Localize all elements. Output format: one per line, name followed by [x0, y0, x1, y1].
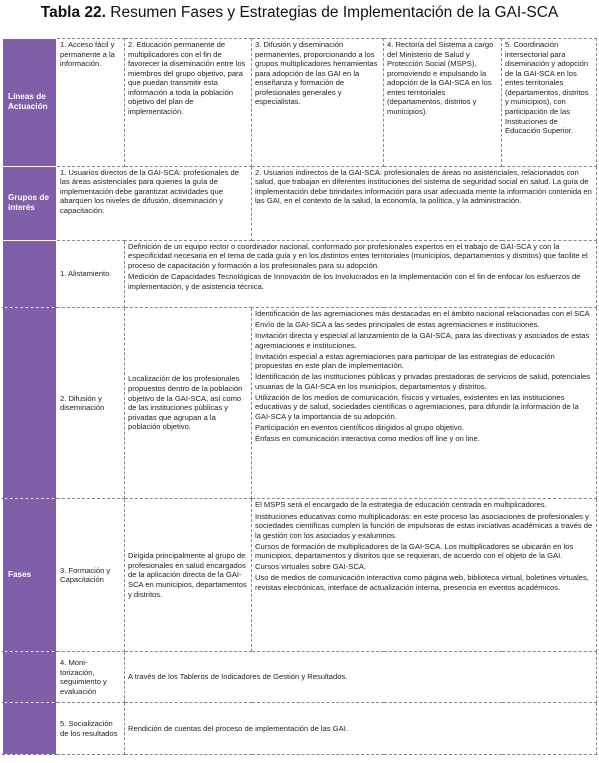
socializacion-content: Rendición de cuentas del proceso de implementación de las GAI. [125, 703, 597, 755]
table-number: Tabla 22. [40, 4, 106, 21]
monitoreo-content: A través de los Tableros de Indicadores de Gestión y Resultados. [125, 651, 597, 703]
table-title [0, 4, 599, 22]
list-item: Participación en eventos científicos dirigidos al grupo objetivo. [255, 423, 464, 433]
table-row-lineas [3, 39, 597, 167]
grupo-2-cell: 2. Usuarios indirectos de la GAI-SCA: profesionales de áreas no asistenciales, relacionados con salud, que trabajan en diferentes instituciones del sistema de seguridad social en salud. La guía de implementación debe brindarles información para usar adecuada mente la información contenida en las GAI, en el contexto de la salud, la economía, la política, y la administración. [252, 166, 597, 240]
phase-label-monitoreo: 4. Moni-torización, seguimiento y evaluación [57, 651, 125, 703]
table-row-socializacion [3, 703, 597, 755]
table-row-monitoreo [3, 651, 597, 703]
row-header-fases-bottom [3, 703, 57, 755]
phase-label-difusion: 2. Difusión y diseminación [57, 307, 125, 499]
table-row-grupos [3, 166, 597, 240]
linea-1-cell: 1. Acceso fácil y permanente a la información. [57, 39, 125, 167]
list-item: Identificación de las agremiaciones más destacadas en el ámbito nacional relacionadas con el SCA [255, 308, 590, 318]
list-item: Cursos de formación de multiplicadores de la GAI-SCA. Los multiplicadores se ubicarán en los municipios, departamentos y distritos que se requieran, de acuerdo con el objeto de la GAI. [255, 541, 574, 561]
list-item: El MSPS será el encargado de la estrategia de educación centrada en multiplicadores. [255, 500, 547, 510]
grupo-1-cell: 1. Usuarios directos de la GAI-SCA: profesionales de las áreas asistenciales para quienes la guía de implementación debe garantizar actividades que abarquen los niveles de difusión, diseminación y capacitación. [57, 166, 252, 240]
alistamiento-paragraph: Medición de Capacidades Tecnológicas de Innovación de los Involucrados en la Implementación con el fin de enfocar los esfuerzos de implementación, y de asistencia técnica. [128, 272, 581, 291]
row-header-lineas: Líneas de Actuación [3, 39, 57, 167]
table-row-alistamiento [3, 240, 597, 307]
phase-label-formacion: 3. Formación y Capacitación [57, 499, 125, 651]
row-header-fases-lower [3, 651, 57, 703]
formacion-actions [252, 499, 597, 651]
table-row-difusion [3, 307, 597, 499]
list-item: Cursos virtuales sobre GAI-SCA. [255, 562, 366, 572]
linea-3-cell: 3. Difusión y diseminación permanentes, proporcionando a los grupos multiplicadores herramientas para adopción de las GAI en la enseñanza y formación de profesionales generales y especialistas. [252, 39, 384, 167]
list-item: Énfasis en comunicación interactiva como medios off line y on line. [255, 434, 480, 444]
list-item: Envío de la GAI-SCA a las sedes principales de estas agremiaciones e instituciones. [255, 319, 540, 329]
list-item: Uso de medios de comunicación interactiva como página web, biblioteca virtual, boletines virtuales, revistas electrónicas, interface de actualización interna, presencia en eventos académicos. [255, 573, 589, 592]
phase-label-alistamiento: 1. Alistamiento [57, 240, 125, 307]
row-header-fases: Fases [3, 499, 57, 651]
difusion-target: Localización de los profesionales propuestos dentro de la población objetivo de la GAI-SCA, así como de las instituciones públicas y privadas que agrupan a la población objetivo. [125, 307, 252, 499]
list-item: Invitación directa y especial al lanzamiento de la GAI-SCA, para las directivas y asociados de estas agremiaciones e instituciones. [255, 330, 590, 350]
phase-label-socializacion: 5. Socialización de los resultados [57, 703, 125, 755]
table-title-text: Resumen Fases y Estrategias de Implementación de la GAI-SCA [110, 4, 559, 21]
phases-strategies-table [2, 38, 597, 755]
table-row-formacion [3, 499, 597, 651]
row-header-grupos: Grupos de interés [3, 166, 57, 240]
row-header-fases-top [3, 240, 57, 307]
linea-2-cell: 2. Educación permanente de multiplicadores con el fin de favorecer la diseminación entre los miembros del grupo objetivo, para que puedan transmitir esta información a toda la población objetivo del plan de implementación. [125, 39, 252, 167]
row-header-fases-mid [3, 307, 57, 499]
difusion-actions [252, 307, 597, 499]
alistamiento-paragraph: Definición de un equipo rector o coordinador nacional, conformado por profesionales expertos en el trabajo de GAI-SCA y con la especificidad necesaria en el tema de cada guía y en los distintos entes territoriales (municipios, departamentos y distritos) que facilite el proceso de capacitación y formación a los profesionales para su adopción. [128, 241, 588, 271]
linea-4-cell: 4. Rectoría del Sistema a cargo del Ministerio de Salud y Protección Social (MSPS), promoviendo e impulsando la adopción de la GAI-SCA en los entes territoriales (departamentos, distritos y municipios). [384, 39, 502, 167]
list-item: Invitación especial a estas agremiaciones para participar de las estrategias de educación propuestas en este plan de implementación. [255, 351, 555, 371]
list-item: Identificación de las instituciones públicas y privadas prestadoras de servicios de salud, potenciales usuarias de la GAI-SCA en los municipios, departamentos y distritos. [255, 372, 591, 391]
alistamiento-content [125, 240, 597, 307]
linea-5-cell: 5. Coordinación intersectorial para diseminación y adopción de la GAI-SCA en los entes territoriales (departamentos, distritos y municipios), con participación de las Instituciones de Educación Superior. [502, 39, 597, 167]
list-item: Instituciones educativas como multiplicadoras: en este proceso las asociaciones de profesionales y sociedades científicas cumplen la función de impulsoras de estas iniciativas académicas a través de la gestión con los asociados y exalumnos. [255, 511, 593, 540]
list-item: Utilización de los medios de comunicación, físicos y virtuales, existentes en las instituciones educativas y de salud, sociedades científicas o agremiaciones, para difundir la información de la GAI-SCA y la importancia de su adopción. [255, 392, 579, 421]
formacion-target: Dirigida principalmente al grupo de profesionales en salud encargados de la aplicación directa de la GAI-SCA en municipios, departamentos y distritos. [125, 499, 252, 651]
